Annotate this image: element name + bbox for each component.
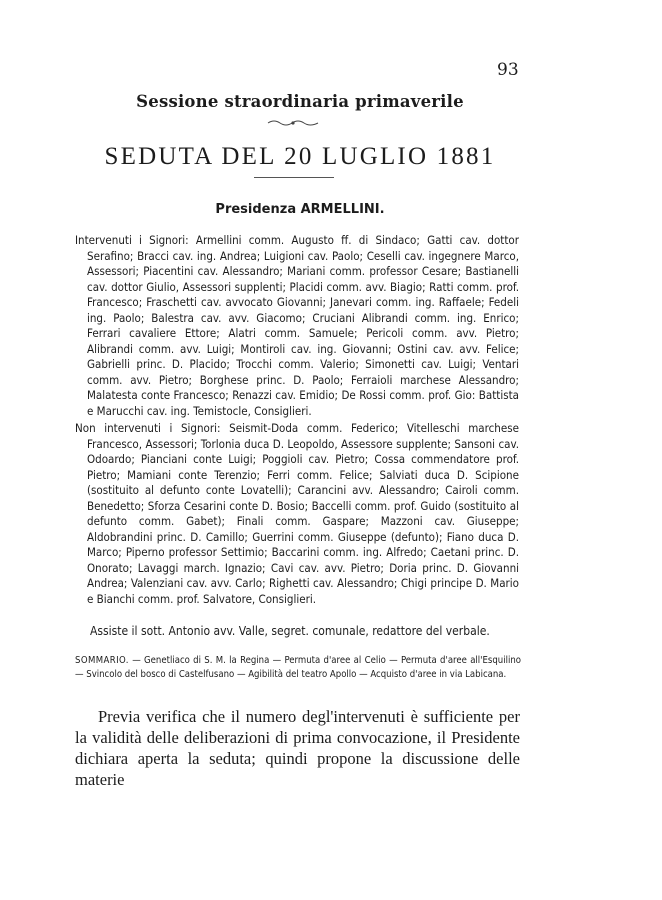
page-number: 93 <box>497 60 519 80</box>
attendees-present-label: Intervenuti i Signori <box>75 233 186 247</box>
summary-block <box>75 654 521 681</box>
attendees-absent-label: Non intervenuti i Signori <box>75 421 218 435</box>
session-title: Sessione straordinaria primaverile <box>136 92 464 111</box>
ornament-divider <box>266 118 320 128</box>
sitting-title: SEDUTA DEL 20 LUGLIO 1881 <box>104 143 496 170</box>
attendees-present-text: Armellini comm. Augusto ff. di Sindaco; Gatti cav. dottor Serafino; Bracci cav. ing. Andrea; Luigioni cav. Paolo; Ceselli cav. ingegnere Marco, Assessori; Piacentini cav. Alessandro; Mariani comm. professor Cesare; Bastianelli cav. dottor Giulio, Assessori supplenti; Placidi comm. avv. Biagio; Ratti comm. prof. Francesco; Fraschetti cav. avvocato Giovanni; Janevari comm. ing. Raffaele; Fedeli ing. Paolo; Balestra cav. avv. Giacomo; Cruciani Alibrandi comm. ing. Enrico; Ferrari cavaliere Ettore; Alatri comm. Samuele; Pericoli comm. avv. Pietro; Alibrandi comm. avv. Luigi; Montiroli cav. ing. Giovanni; Ostini cav. avv. Felice; Gabrielli princ. D. Placido; Trocchi comm. Valerio; Simonetti cav. Luigi; Ventari comm. avv. Pietro; Borghese princ. D. Paolo; Ferraioli marchese Alessandro; Malatesta conte Francesco; Renazzi cav. Emidio; De Rossi comm. prof. Gio: Battista e Marucchi cav. ing. Temistocle, Consiglieri. <box>87 233 519 418</box>
secretary-note: Assiste il sott. Antonio avv. Valle, segret. comunale, redattore del verbale. <box>90 624 490 638</box>
body-paragraph: Previa verifica che il numero degl'intervenuti è sufficiente per la validità delle deliberazioni di prima convocazione, il Presidente dichiara aperta la seduta; quindi propone la discussione delle materie <box>75 707 520 789</box>
rule-divider <box>254 177 334 180</box>
attendees-absent: Non intervenuti i Signori: Seismit-Doda comm. Federico; Vitelleschi marchese Francesco, Assessori; Torlonia duca D. Leopoldo, Assessore supplente; Sansoni cav. Odoardo; Pianciani conte Luigi; Poggioli cav. Pietro; Cossa commendatore prof. Pietro; Mamiani conte Terenzio; Ferri comm. Felice; Salviati duca D. Scipione (sostituito al defunto conte Lovatelli); Carancini avv. Alessandro; Cairoli comm. Benedetto; Sforza Cesarini conte D. Bosio; Baccelli comm. prof. Guido (sostituito al defunto comm. Gabet); Finali comm. Gaspare; Mazzoni cav. Giuseppe; Aldobrandini princ. D. Camillo; Guerrini comm. Giuseppe (defunto); Fiano duca D. Marco; Piperno professor Settimio; Baccarini comm. ing. Alfredo; Caetani princ. D. Onorato; Lavaggi march. Ignazio; Cavi cav. avv. Pietro; Doria princ. D. Giovanni Andrea; Valenziani cav. avv. Carlo; Righetti cav. Alessandro; Chigi principe D. Mario e Bianchi comm. prof. Salvatore, Consiglieri. <box>75 421 519 606</box>
attendees-absent-text: Seismit-Doda comm. Federico; Vitelleschi marchese Francesco, Assessori; Torlonia duca D. Leopoldo, Assessore supplente; Sansoni cav. Odoardo; Pianciani conte Luigi; Poggioli cav. Pietro; Cossa commendatore prof. Pietro; Mamiani conte Terenzio; Ferri comm. Felice; Salviati duca D. Scipione (sostituito al defunto conte Lovatelli); Carancini avv. Alessandro; Cairoli comm. Benedetto; Sforza Cesarini conte D. Bosio; Baccelli comm. prof. Guido (sostituito al defunto comm. Gabet); Finali comm. Gaspare; Mazzoni cav. Giuseppe; Aldobrandini princ. D. Camillo; Guerrini comm. Giuseppe (defunto); Fiano duca D. Marco; Piperno professor Settimio; Baccarini comm. ing. Alfredo; Caetani princ. D. Onorato; Lavaggi march. Ignazio; Cavi cav. avv. Pietro; Doria princ. D. Giovanni Andrea; Valenziani cav. avv. Carlo; Righetti cav. Alessandro; Chigi principe D. Mario e Bianchi comm. prof. Salvatore, Consiglieri. <box>87 421 519 606</box>
attendance-block <box>75 233 519 607</box>
presidency-line: Presidenza ARMELLINI. <box>215 202 385 217</box>
summary-label: SOMMARIO. <box>75 655 129 666</box>
summary-text: — Genetliaco di S. M. la Regina — Permuta d'aree al Celio — Permuta d'aree all'Esquilino — Svincolo del bosco di Castelfusano — Agibilità del teatro Apollo — Acquisto d'aree in via Labicana. <box>75 655 521 680</box>
attendees-present: Intervenuti i Signori: Armellini comm. Augusto ff. di Sindaco; Gatti cav. dottor Serafino; Bracci cav. ing. Andrea; Luigioni cav. Paolo; Ceselli cav. ingegnere Marco, Assessori; Piacentini cav. Alessandro; Mariani comm. professor Cesare; Bastianelli cav. dottor Giulio, Assessori supplenti; Placidi comm. avv. Biagio; Ratti comm. prof. Francesco; Fraschetti cav. avvocato Giovanni; Janevari comm. ing. Raffaele; Fedeli ing. Paolo; Balestra cav. avv. Giacomo; Cruciani Alibrandi comm. ing. Enrico; Ferrari cavaliere Ettore; Alatri comm. Samuele; Pericoli comm. avv. Pietro; Alibrandi comm. avv. Luigi; Montiroli cav. ing. Giovanni; Ostini cav. avv. Felice; Gabrielli princ. D. Placido; Trocchi comm. Valerio; Simonetti cav. Luigi; Ventari comm. avv. Pietro; Borghese princ. D. Paolo; Ferraioli marchese Alessandro; Malatesta conte Francesco; Renazzi cav. Emidio; De Rossi comm. prof. Gio: Battista e Marucchi cav. ing. Temistocle, Consiglieri. <box>75 233 519 418</box>
